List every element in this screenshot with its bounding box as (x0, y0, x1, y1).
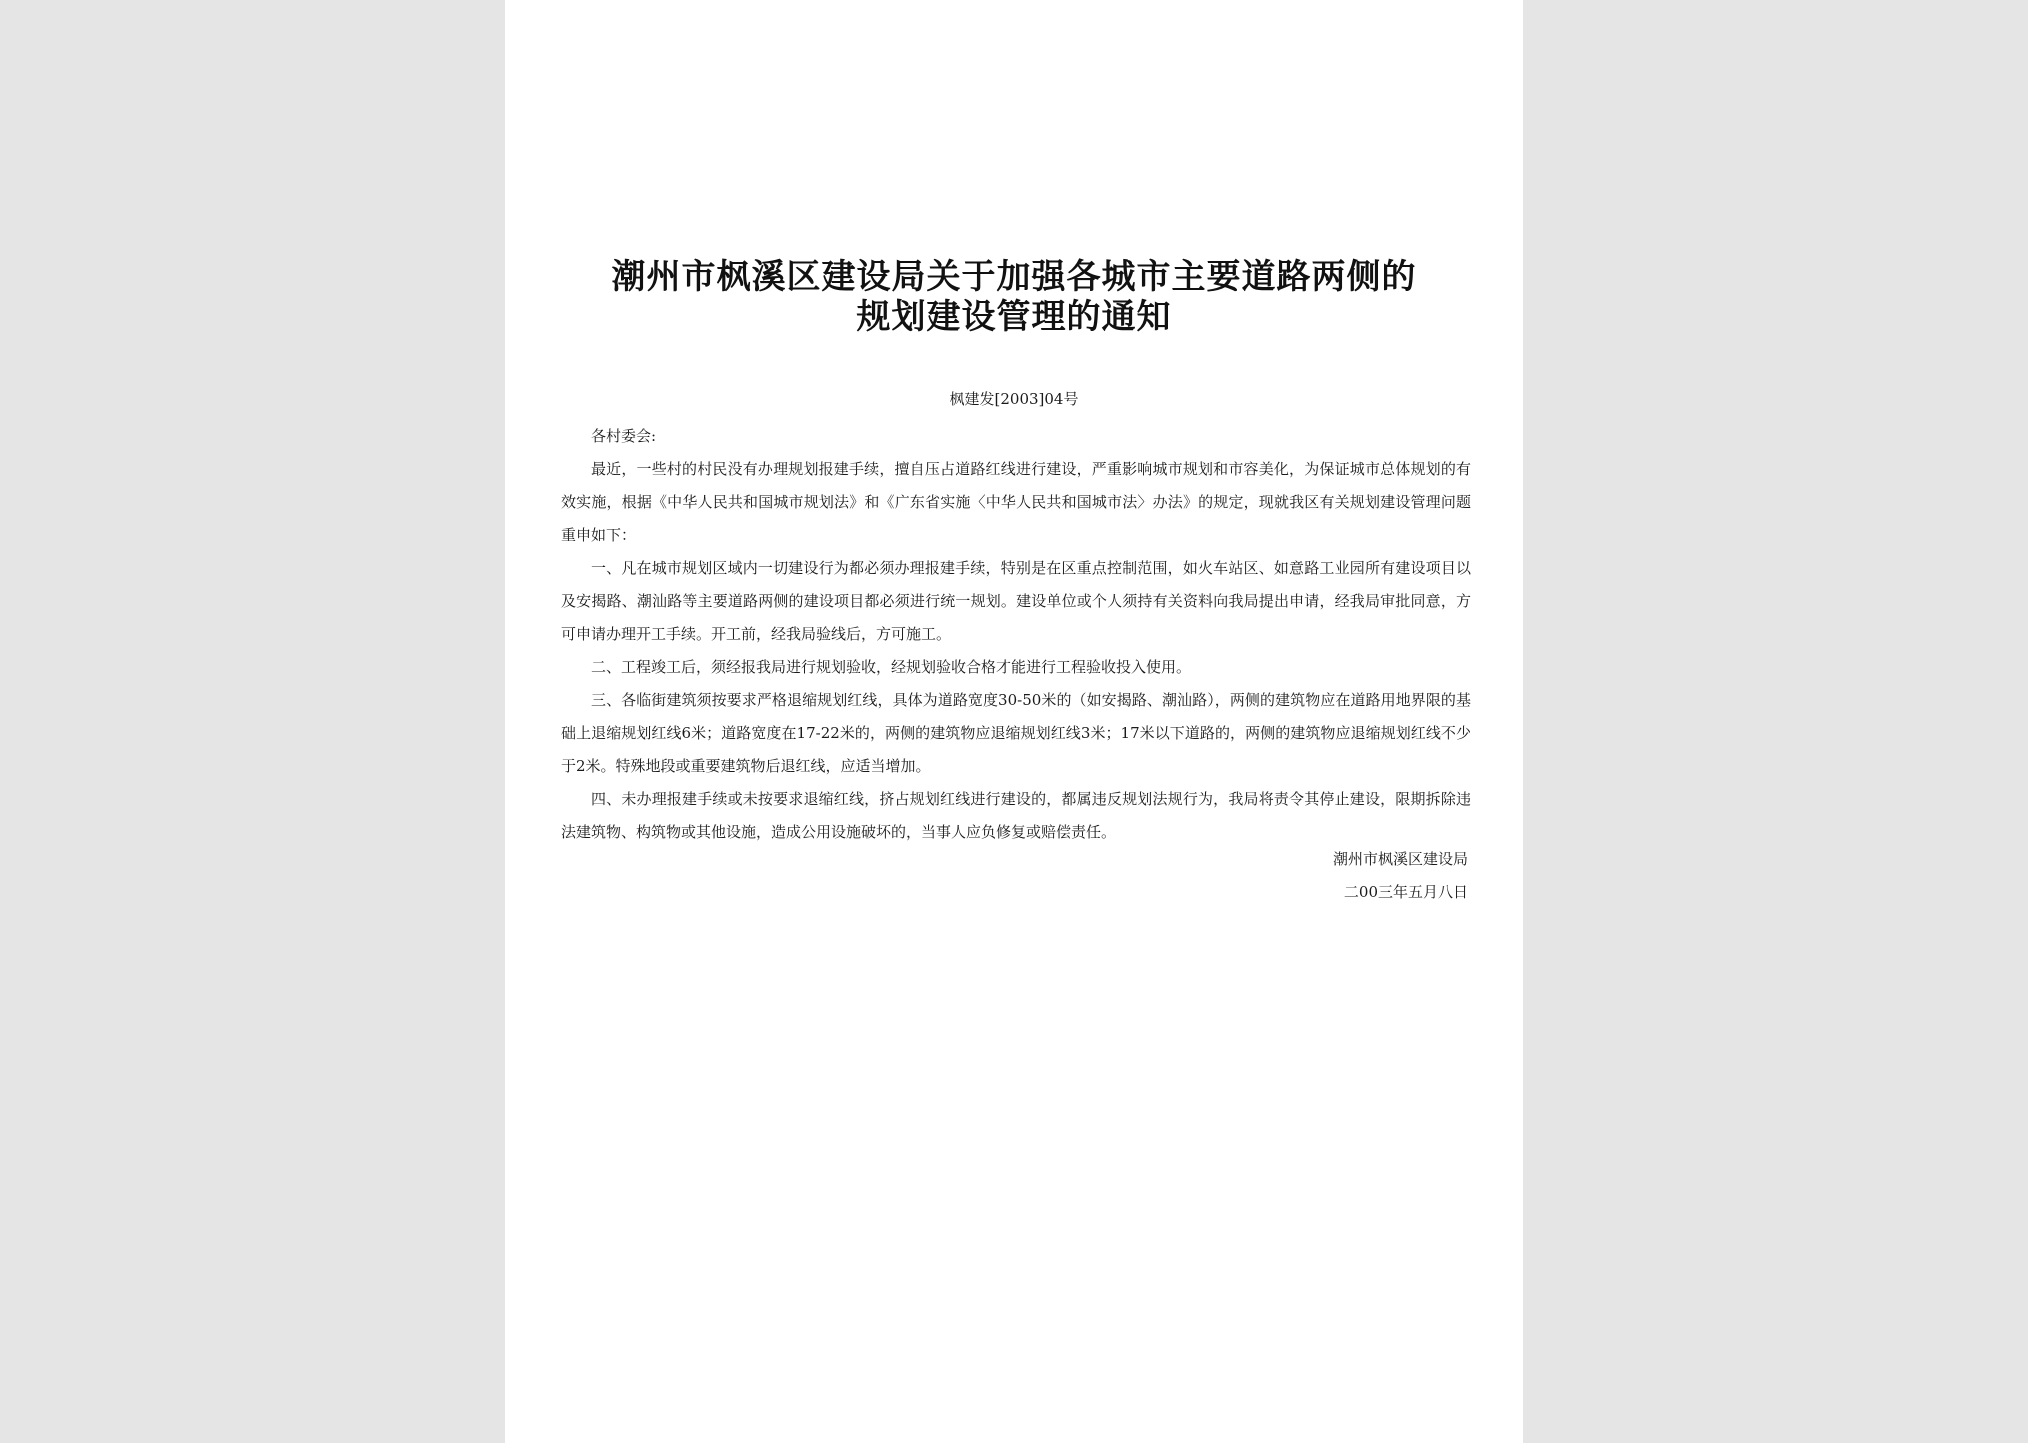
document-title (545, 257, 1483, 337)
signature-block (1333, 843, 1468, 909)
title-line-1: 潮州市枫溪区建设局关于加强各城市主要道路两侧的 (611, 257, 1417, 297)
signature-organization: 潮州市枫溪区建设局 (1332, 850, 1468, 868)
paragraph-intro: 最近，一些村的村民没有办理规划报建手续，擅自压占道路红线进行建设，严重影响城市规划和市容美化，为保证城市总体规划的有效实施，根据《中华人民共和国城市规划法》和《广东省实施〈中华人民共和国城市法〉办法》的规定，现就我区有关规划建设管理问题重申如下： (561, 460, 1471, 544)
document-number: 枫建发[2003]04号 (949, 390, 1079, 408)
paragraph-item-1: 一、凡在城市规划区域内一切建设行为都必须办理报建手续，特别是在区重点控制范围，如火车站区、如意路工业园所有建设项目以及安揭路、潮汕路等主要道路两侧的建设项目都必须进行统一规划。建设单位或个人须持有关资料向我局提出申请，经我局审批同意，方可申请办理开工手续。开工前，经我局验线后，方可施工。 (561, 559, 1471, 643)
salutation: 各村委会: (591, 427, 657, 445)
document-body (561, 420, 1471, 849)
title-line-2: 规划建设管理的通知 (856, 297, 1172, 337)
paragraph-item-3: 三、各临街建筑须按要求严格退缩规划红线，具体为道路宽度30-50米的（如安揭路、潮汕路），两侧的建筑物应在道路用地界限的基础上退缩规划红线6米；道路宽度在17-22米的，两侧的建筑物应退缩规划红线3米；17米以下道路的，两侧的建筑物应退缩规划红线不少于2米。特殊地段或重要建筑物后退红线，应适当增加。 (561, 691, 1471, 775)
signature-date: 二00三年五月八日 (1343, 883, 1468, 901)
paragraph-item-2: 二、工程竣工后，须经报我局进行规划验收，经规划验收合格才能进行工程验收投入使用。 (591, 658, 1192, 676)
paragraph-item-4: 四、未办理报建手续或未按要求退缩红线，挤占规划红线进行建设的，都属违反规划法规行为，我局将责令其停止建设，限期拆除违法建筑物、构筑物或其他设施，造成公用设施破坏的，当事人应负修复或赔偿责任。 (561, 790, 1471, 841)
document-page (505, 0, 1523, 1443)
